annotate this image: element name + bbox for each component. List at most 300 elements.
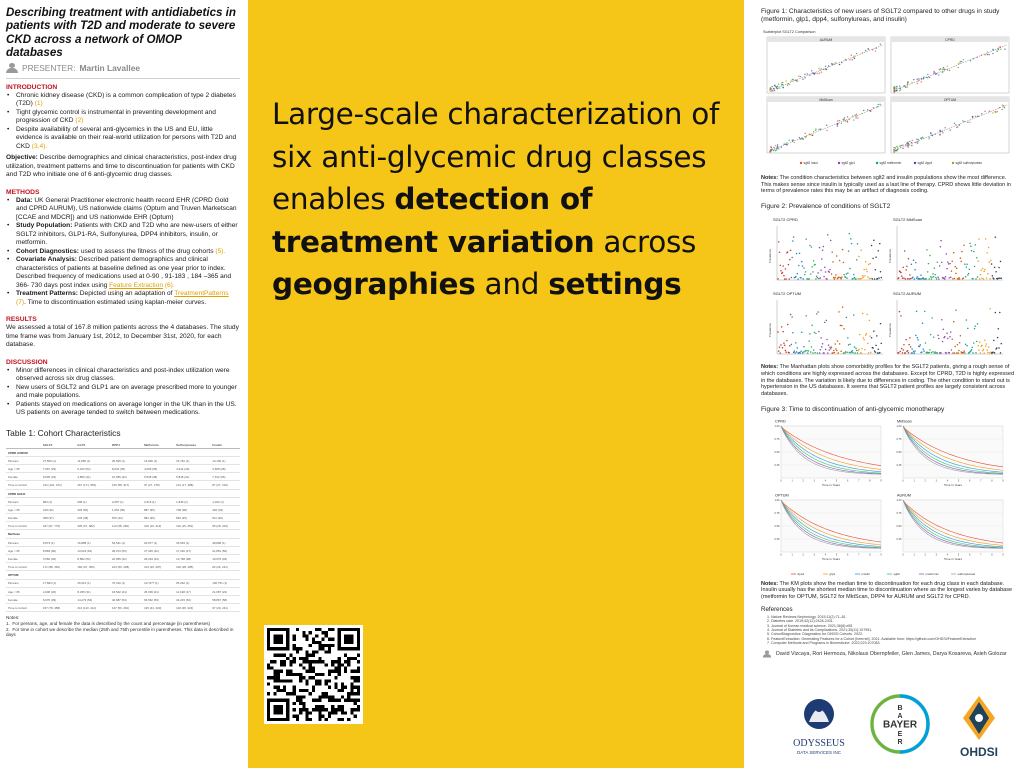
manhattan-point [946,333,948,335]
table-header: DPP4 [110,442,142,449]
manhattan-point [951,349,953,351]
manhattan-point [792,332,794,334]
manhattan-point [817,277,819,279]
manhattan-point [974,328,976,330]
manhattan-point [785,350,787,352]
manhattan-point [789,259,791,261]
manhattan-point [899,351,901,353]
manhattan-point [829,269,831,271]
manhattan-point [860,250,862,252]
figure3-panel [896,419,1004,487]
legend-label: glp1 [829,571,836,576]
manhattan-point [803,346,805,348]
manhattan-point [818,331,820,333]
x-tick: 9 [1002,479,1004,483]
manhattan-point [867,276,869,278]
manhattan-point [865,334,867,336]
scatter-point [896,146,897,147]
list-item: • Cohort Diagnostics: used to assess the fitness of the drug cohorts (5). [6,248,240,257]
manhattan-point [802,265,804,267]
x-tick: 3 [935,479,938,483]
manhattan-point [959,278,961,280]
scatter-point [841,62,842,63]
manhattan-point [954,266,956,268]
scatter-point [1000,47,1001,48]
manhattan-point [814,264,816,266]
scatter-point [773,147,774,148]
manhattan-point [941,319,943,321]
scatter-point [932,135,933,136]
treatment-patterns-link[interactable]: TreatmentPatterns [174,290,229,298]
manhattan-point [984,269,986,271]
manhattan-point [805,239,807,241]
manhattan-point [877,278,879,280]
manhattan-point [838,277,840,279]
manhattan-point [967,274,969,276]
manhattan-point [803,351,805,353]
y-axis-label: Prevalence [888,249,892,264]
manhattan-point [879,352,881,354]
manhattan-point [1000,261,1002,263]
svg-text:A: A [897,713,903,720]
scatter-point [893,147,894,148]
results-heading: RESULTS [6,316,37,324]
manhattan-point [780,344,782,346]
manhattan-point [988,346,990,348]
scatter-point [847,121,848,122]
y-tick: 0.25 [774,537,780,541]
manhattan-point [972,347,974,349]
manhattan-point [855,352,857,354]
manhattan-point [916,278,918,280]
manhattan-point [836,350,838,352]
manhattan-point [942,341,944,343]
svg-text:B: B [897,705,903,712]
scatter-point [785,80,786,81]
manhattan-point [913,260,915,262]
manhattan-point [984,340,986,342]
manhattan-point [913,351,915,353]
manhattan-point [806,350,808,352]
x-tick: 0 [780,553,782,557]
manhattan-point [957,344,959,346]
scatter-point [894,90,895,91]
manhattan-point [825,271,827,273]
manhattan-point [954,352,956,354]
scatter-point [872,49,873,50]
manhattan-point [904,250,906,252]
manhattan-point [823,352,825,354]
discussion-heading: DISCUSSION [6,358,48,366]
manhattan-point [836,255,838,257]
manhattan-point [905,278,907,280]
svg-text:E: E [897,731,903,738]
manhattan-point [793,352,795,354]
scatter-point [987,51,988,52]
manhattan-point [927,271,929,273]
table-row: Time to Cohort 212 (122, 472) 267 (171, 581) 130 (58, 317) 97 (27, 278) 101 (17, 388) 87 (27, 216) [6,481,240,489]
scatter-point [819,69,820,70]
manhattan-point [815,278,817,280]
manhattan-point [963,352,965,354]
manhattan-point [898,277,900,279]
manhattan-point [963,245,965,247]
manhattan-point [805,271,807,273]
x-tick: 4 [824,479,827,483]
figure1-plot-title: Scatterplot SGLT2 Comparison [763,30,816,34]
manhattan-point [857,243,859,245]
manhattan-point [819,352,821,354]
manhattan-point [785,278,787,280]
manhattan-point [940,240,942,242]
x-tick: 8 [991,553,993,557]
manhattan-point [826,278,828,280]
manhattan-point [823,246,825,248]
methods-list [6,197,240,308]
panel-title: SGLT2 CPRD [773,217,798,223]
legend-label: insulin [861,571,871,576]
legend-swatch [876,162,878,164]
x-tick: 5 [835,553,838,557]
manhattan-point [911,348,913,350]
scatter-point [781,82,782,83]
x-tick: 9 [1002,553,1004,557]
svg-text:DATA SERVICES INC: DATA SERVICES INC [796,750,842,755]
manhattan-point [837,352,839,354]
figure2-panel [888,217,1003,280]
scatter-point [1001,109,1002,110]
scatter-point [921,78,922,79]
x-tick: 1 [913,479,915,483]
scatter-point [818,129,819,130]
manhattan-point [961,251,963,253]
scatter-point [943,67,944,68]
manhattan-point [993,340,995,342]
x-tick: 7 [980,553,982,557]
scatter-point [861,113,862,114]
manhattan-point [944,336,946,338]
table-header: Insulin [210,442,240,449]
manhattan-point [827,352,829,354]
x-tick: 6 [846,479,849,483]
manhattan-point [835,348,837,350]
scatter-point [865,50,866,51]
table-header: GLP1 [75,442,110,449]
manhattan-point [928,278,930,280]
x-tick: 4 [946,553,949,557]
manhattan-point [958,277,960,278]
scatter-point [894,151,895,152]
manhattan-point [863,276,865,278]
scatter-point [811,135,812,136]
table-row: Female 3,566 (36) 8,852 (52) 22,955 (42) 28,034 (43) 13,768 (38) 19,075 (49) [6,555,240,563]
manhattan-point [930,276,932,278]
scatter-point [943,69,944,70]
list-item: • Despite availability of several anti-glycemics in the US and EU, little evidence is available on their real-world utilization for persons with T2D and CKD (3,4). [6,126,240,152]
x-tick: 2 [924,553,926,557]
scatter-point [847,116,848,117]
scatter-point [863,110,864,111]
manhattan-point [858,256,860,258]
scatter-point [943,71,944,72]
manhattan-point [923,348,925,350]
figure1-panel [767,97,885,153]
scatter-point [777,144,778,145]
manhattan-point [850,238,852,240]
manhattan-point [971,349,973,351]
scatter-point [826,69,827,70]
manhattan-point [931,278,933,280]
scatter-point [826,125,827,126]
manhattan-point [875,269,877,271]
manhattan-point [857,278,859,280]
scatter-point [923,76,924,77]
list-item: • Chronic kidney disease (CKD) is a common complication of type 2 diabetes (T2D) (1) [6,92,240,109]
scatter-point [901,145,902,146]
manhattan-point [833,277,835,279]
scatter-point [823,69,824,70]
manhattan-point [849,352,851,354]
right-column [744,0,1024,768]
svg-text:R: R [897,739,903,746]
scatter-point [819,72,820,73]
manhattan-point [779,352,781,354]
manhattan-point [944,278,946,280]
manhattan-point [874,278,876,280]
manhattan-point [866,333,868,335]
scatter-point [876,47,877,48]
manhattan-point [795,276,797,278]
scatter-point [775,145,776,146]
scatter-point [793,139,794,140]
manhattan-point [875,345,877,347]
legend-label: sglt2 dpp4 [917,161,933,166]
manhattan-point [781,326,783,328]
manhattan-point [791,257,793,259]
scatter-point [970,60,971,61]
manhattan-point [914,352,916,354]
manhattan-point [841,277,843,279]
manhattan-point [967,328,969,330]
manhattan-point [817,311,819,313]
scatter-point [856,114,857,115]
manhattan-point [986,277,988,279]
x-tick: 4 [946,479,949,483]
manhattan-point [779,252,781,254]
manhattan-point [826,320,828,322]
manhattan-point [791,344,793,346]
manhattan-point [846,277,848,279]
qr-code[interactable] [264,625,363,724]
cohort-table [6,442,240,613]
scatter-point [796,80,797,81]
scatter-point [920,138,921,139]
manhattan-point [978,238,980,240]
results-paragraph: We assessed a total of 167.8 million patients across the 4 databases. The study time frame was from January 1st, 2012, to December 31st, 2020, for each database. [6,324,239,349]
scatter-point [801,138,802,139]
manhattan-point [946,268,948,270]
scatter-point [907,86,908,87]
figure2-panel [768,291,883,354]
manhattan-point [829,349,831,351]
manhattan-point [920,344,922,346]
x-tick: 1 [913,553,915,557]
manhattan-point [1000,352,1002,354]
manhattan-point [914,269,916,271]
manhattan-point [818,278,820,280]
manhattan-point [791,277,793,279]
scatter-point [820,128,821,129]
manhattan-point [983,352,985,354]
manhattan-point [908,352,910,354]
manhattan-point [994,352,996,354]
x-tick: 8 [991,479,993,483]
manhattan-point [808,350,810,352]
manhattan-point [947,262,949,264]
scatter-point [821,68,822,69]
scatter-point [895,150,896,151]
manhattan-point [794,350,796,352]
manhattan-point [791,316,793,318]
manhattan-point [977,345,979,347]
x-tick: 2 [802,553,804,557]
x-axis-label: Time in Years [943,482,963,487]
figure3-notes: Notes: The KM plots show the median time to discontinuation for each drug class in each database. Insulin usually has the shortest median time to discontinuation where as the longest varies by database (metformin for OPTUM, SGLT2 for MktScan, DPP4 for AURUM and SGLT2 for CPRD. [761,580,1013,601]
manhattan-point [983,271,985,273]
scatter-point [903,85,904,86]
figure3-panel [774,493,882,561]
scatter-point [772,86,773,87]
table-row: Persons 17,683 (1) 26,512 (1) 76,010 (1) 117,877 (1) 65,262 (1) 100,751 (1) [6,579,240,587]
scatter-point [787,84,788,85]
scatter-point [927,77,928,78]
manhattan-point [969,243,971,245]
scatter-point [960,61,961,62]
manhattan-point [877,352,879,354]
manhattan-point [866,269,868,271]
scatter-point [940,69,941,70]
manhattan-point [932,273,934,275]
manhattan-point [822,249,824,251]
manhattan-point [824,267,826,269]
manhattan-point [863,269,865,271]
legend-swatch [838,162,840,164]
x-tick: 7 [980,479,982,483]
manhattan-point [952,278,954,280]
scatter-point [818,68,819,69]
legend-label: sglt2 glp1 [841,161,856,166]
x-tick: 5 [957,479,960,483]
manhattan-point [926,249,928,251]
scatter-point [963,59,964,60]
scatter-point [811,70,812,71]
manhattan-point [979,278,981,280]
manhattan-point [998,347,1000,349]
scatter-point [778,83,779,84]
presenter-line [6,63,240,73]
manhattan-point [843,328,845,330]
manhattan-point [830,348,832,350]
legend-swatch [952,162,954,164]
manhattan-point [878,277,880,279]
table-header: Metformin [142,442,174,449]
manhattan-point [837,340,839,342]
presenter-label: PRESENTER: [22,62,76,73]
manhattan-point [834,278,836,280]
scatter-point [999,107,1000,108]
scatter-point [809,134,810,135]
manhattan-point [793,236,795,238]
manhattan-point [985,238,987,240]
manhattan-point [857,350,859,352]
manhattan-point [932,351,934,353]
manhattan-point [956,268,958,270]
manhattan-point [975,352,977,354]
scatter-point [797,80,798,81]
scatter-point [856,53,857,54]
manhattan-point [796,253,798,255]
figure2-panel [768,217,883,280]
manhattan-point [778,241,780,243]
scatter-point [938,74,939,75]
scatter-point [844,117,845,118]
manhattan-point [808,340,810,342]
manhattan-point [949,352,951,354]
feature-extraction-link[interactable]: Feature Extraction [109,281,163,289]
scatter-point [907,145,908,146]
manhattan-point [989,262,991,264]
scatter-point [825,66,826,67]
figure1-panel [891,37,1009,93]
manhattan-point [979,341,981,343]
table-header: SGLT2 [41,442,76,449]
manhattan-point [920,274,922,276]
manhattan-point [857,352,859,354]
scatter-point [875,50,876,51]
x-tick: 2 [924,479,926,483]
svg-text:ODYSSEUS: ODYSSEUS [793,738,845,749]
scatter-point [893,150,894,151]
legend-label: sglt2 metformin [879,161,902,166]
manhattan-point [924,311,926,313]
panel-title: SGLT2 OPTUM [773,291,801,297]
scatter-point [877,106,878,107]
manhattan-point [801,332,803,334]
manhattan-point [898,352,900,354]
scatter-point [843,120,844,121]
scatter-point [854,115,855,116]
manhattan-point [937,352,939,354]
scatter-point [926,77,927,78]
scatter-point [770,149,771,150]
scatter-point [790,80,791,81]
manhattan-point [914,350,916,352]
manhattan-point [982,268,984,270]
manhattan-point [976,257,978,259]
scatter-point [852,115,853,116]
x-tick: 6 [846,553,849,557]
manhattan-point [788,278,790,280]
manhattan-point [820,349,822,351]
scatter-point [804,77,805,78]
manhattan-point [997,337,999,339]
manhattan-point [800,352,802,354]
scatter-point [773,88,774,89]
y-tick: 0.50 [896,450,902,454]
scatter-point [772,90,773,91]
x-axis-label: Time in Years [943,556,963,561]
manhattan-point [970,245,972,247]
